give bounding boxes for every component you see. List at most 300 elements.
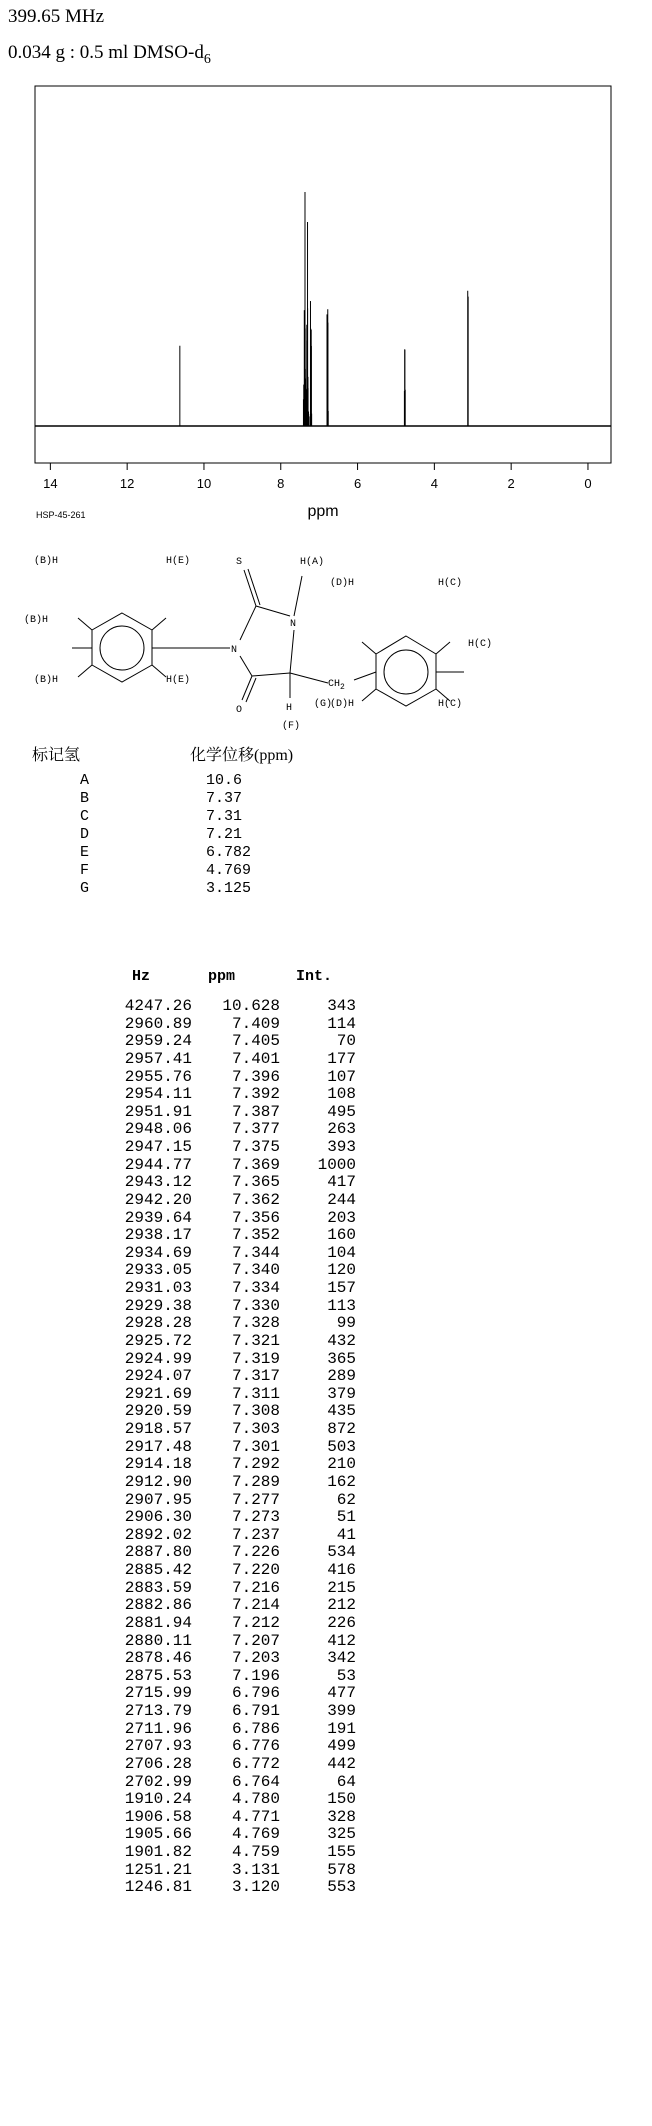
peak-hz: 4247.26: [124, 997, 192, 1015]
peak-row: [0, 1333, 652, 1351]
peak-ppm: 7.196: [231, 1666, 280, 1685]
peak-hz: 2892.02: [124, 1525, 192, 1544]
assignment-header: [32, 742, 632, 772]
bond-bh-top: [78, 618, 92, 630]
peak-int: 442: [327, 1754, 356, 1773]
peak-row: [0, 1544, 652, 1562]
label-bh-bot: (B)H: [34, 675, 59, 686]
peak-ppm: 7.330: [231, 1296, 280, 1315]
peak-row: [0, 1121, 652, 1139]
peak-row: [0, 1615, 652, 1633]
peak-ppm: 7.356: [231, 1208, 280, 1227]
peak-row: [0, 1421, 652, 1439]
peak-row: [0, 1774, 652, 1792]
assignment-shift: 7.21: [206, 826, 243, 843]
peak-hz: 2715.99: [124, 1684, 192, 1703]
peak-hz: 2928.28: [124, 1314, 192, 1333]
assignment-shift: 4.769: [206, 862, 252, 879]
assignment-label: G: [80, 880, 90, 897]
peak-hz: 2955.76: [124, 1067, 192, 1086]
peak-ppm: 7.317: [231, 1367, 280, 1386]
peak-hz: 2918.57: [124, 1420, 192, 1438]
assignment-label: A: [80, 772, 90, 789]
peak-row: [0, 1174, 652, 1192]
peak-int: 64: [336, 1772, 356, 1791]
peak-ppm: 7.377: [231, 1120, 280, 1139]
peak-int: 435: [327, 1402, 356, 1421]
peak-int: 1000: [317, 1155, 356, 1174]
peak-hz: 1901.82: [124, 1843, 192, 1861]
bond-n1-c5: [290, 630, 294, 673]
label-oxygen: O: [236, 705, 243, 716]
phenyl-ring-left: [72, 613, 230, 682]
peak-hz: 1246.81: [124, 1878, 192, 1897]
peak-header-ppm: ppm: [208, 968, 236, 985]
bond-c4-o-2: [246, 678, 256, 702]
peak-hz: 2924.07: [124, 1367, 192, 1386]
sample-conditions: [8, 42, 211, 68]
ring-right-hexagon: [376, 636, 436, 706]
label-sulfur: S: [236, 557, 243, 568]
peak-ppm: 3.131: [231, 1860, 280, 1879]
peak-ppm: 7.401: [231, 1049, 280, 1068]
peak-int: 477: [327, 1684, 356, 1703]
peak-ppm: 6.786: [231, 1719, 280, 1738]
assignment-label: B: [80, 790, 90, 807]
peak-int: 325: [327, 1825, 356, 1844]
label-hc-bot: H(C): [438, 699, 463, 710]
peak-hz: 2948.06: [124, 1120, 192, 1139]
label-g: (G): [314, 699, 333, 710]
plot-frame: [35, 86, 611, 463]
peak-hz: 2931.03: [124, 1279, 192, 1297]
label-hc-top: H(C): [438, 578, 463, 589]
peak-row: [0, 1879, 652, 1897]
peak-hz: 2711.96: [124, 1719, 192, 1738]
peak-ppm: 7.220: [231, 1561, 280, 1579]
assignment-row: [32, 808, 632, 826]
peak-int: 365: [327, 1349, 356, 1368]
assignment-shift: 10.6: [206, 772, 243, 789]
peak-row: [0, 1580, 652, 1598]
peak-hz: 2706.28: [124, 1754, 192, 1773]
peak-row: [0, 1139, 652, 1157]
peak-hz: 2887.80: [124, 1543, 192, 1562]
peak-hz: 2924.99: [124, 1349, 192, 1368]
peak-int: 393: [327, 1138, 356, 1156]
peak-ppm: 7.365: [231, 1173, 280, 1192]
x-axis-label: ppm: [307, 503, 339, 520]
bond-hc-top: [436, 642, 450, 654]
peak-row: [0, 1703, 652, 1721]
label-bh-mid: (B)H: [24, 615, 49, 626]
x-tick-label: 12: [119, 476, 135, 491]
peak-ppm: 7.289: [231, 1472, 280, 1491]
sample-subscript: 6: [203, 51, 211, 67]
peak-row: [0, 1245, 652, 1263]
peak-ppm: 7.392: [231, 1085, 280, 1104]
assignment-row: [32, 862, 632, 880]
assignment-label: F: [80, 862, 90, 879]
peak-int: 289: [327, 1367, 356, 1386]
peak-row: [0, 1298, 652, 1316]
peak-row: [0, 1315, 652, 1333]
peak-row: [0, 1756, 652, 1774]
assignment-label: D: [80, 826, 90, 843]
x-tick-label: 4: [430, 476, 438, 491]
peak-row: [0, 1633, 652, 1651]
peak-ppm: 4.771: [231, 1807, 280, 1826]
peak-int: 114: [327, 1014, 356, 1033]
peak-ppm: 4.759: [231, 1843, 280, 1861]
assignment-row: [32, 844, 632, 862]
peak-int: 244: [327, 1190, 356, 1209]
peak-int: 107: [327, 1067, 356, 1086]
label-n3: N: [231, 645, 238, 656]
peak-ppm: 7.405: [231, 1032, 280, 1051]
peak-row: [0, 1492, 652, 1510]
label-bh-top: (B)H: [34, 556, 59, 567]
peak-int: 263: [327, 1120, 356, 1139]
peak-ppm: 10.628: [222, 997, 280, 1015]
thiohydantoin-ring: [240, 569, 376, 702]
peak-int: 328: [327, 1807, 356, 1826]
assignment-label: C: [80, 808, 90, 825]
peak-row: [0, 1069, 652, 1087]
peak-hz: 2713.79: [124, 1702, 192, 1720]
label-he-top: H(E): [166, 556, 191, 567]
peak-int: 203: [327, 1208, 356, 1227]
label-ch: CH: [328, 679, 341, 690]
peak-table: [0, 968, 652, 1897]
peak-int: 191: [327, 1719, 356, 1738]
bond-n1-ha: [294, 576, 302, 616]
label-ha: H(A): [300, 557, 325, 568]
peak-hz: 1905.66: [124, 1825, 192, 1844]
peak-hz: 2947.15: [124, 1138, 192, 1156]
peak-table-rows: [0, 998, 652, 1897]
peak-int: 155: [327, 1843, 356, 1861]
peak-int: 53: [336, 1666, 356, 1685]
peak-ppm: 4.780: [231, 1790, 280, 1809]
peak-int: 210: [327, 1455, 356, 1474]
x-tick-label: 6: [353, 476, 362, 491]
peak-header-hz: Hz: [132, 968, 151, 985]
phenyl-ring-right: [362, 636, 464, 706]
peak-row: [0, 1844, 652, 1862]
peak-ppm: 7.237: [231, 1525, 280, 1544]
peak-table-header: [0, 968, 652, 998]
peak-row: [0, 1456, 652, 1474]
peak-row: [0, 1721, 652, 1739]
bond-c4-o-1: [242, 676, 252, 700]
peak-ppm: 7.362: [231, 1190, 280, 1209]
peak-int: 150: [327, 1790, 356, 1809]
peak-int: 499: [327, 1737, 356, 1756]
peak-row: [0, 1862, 652, 1880]
peak-row: [0, 1474, 652, 1492]
peak-int: 113: [327, 1296, 356, 1315]
peak-int: 417: [327, 1173, 356, 1192]
peak-hz: 2885.42: [124, 1561, 192, 1579]
peak-layer: [180, 192, 468, 426]
peak-ppm: 7.301: [231, 1437, 280, 1456]
label-ch2: [328, 679, 345, 692]
bond-dh-top: [362, 642, 376, 654]
peak-ppm: 3.120: [231, 1878, 280, 1897]
peak-row: [0, 998, 652, 1016]
peak-hz: 2880.11: [124, 1631, 192, 1650]
bond-bh-bot: [78, 665, 92, 677]
peak-ppm: 7.352: [231, 1226, 280, 1245]
bond-n3-c2: [240, 606, 256, 640]
peak-hz: 2959.24: [124, 1032, 192, 1051]
peak-ppm: 7.308: [231, 1402, 280, 1421]
peak-hz: 2933.05: [124, 1261, 192, 1280]
peak-hz: 2917.48: [124, 1437, 192, 1456]
peak-hz: 1251.21: [124, 1860, 192, 1879]
peak-int: 177: [327, 1049, 356, 1068]
assignment-row: [32, 826, 632, 844]
peak-int: 343: [327, 997, 356, 1015]
assignment-header-label: 标记氢: [32, 747, 81, 764]
peak-ppm: 7.303: [231, 1420, 280, 1438]
peak-int: 534: [327, 1543, 356, 1562]
peak-int: 399: [327, 1702, 356, 1720]
bond-he-bot: [152, 665, 166, 677]
x-tick-label: 8: [277, 476, 285, 491]
peak-ppm: 7.396: [231, 1067, 280, 1086]
peak-hz: 2925.72: [124, 1331, 192, 1350]
label-he-bot: H(E): [166, 675, 191, 686]
peak-header-int: Int.: [296, 968, 333, 985]
label-ch-subscript: 2: [340, 683, 345, 692]
peak-int: 51: [336, 1508, 356, 1527]
peak-ppm: 6.764: [231, 1772, 280, 1791]
x-tick-label: 10: [196, 476, 212, 491]
peak-ppm: 7.321: [231, 1331, 280, 1350]
peak-row: [0, 1439, 652, 1457]
peak-hz: 2702.99: [124, 1772, 192, 1791]
peak-hz: 2951.91: [124, 1102, 192, 1121]
peak-ppm: 7.387: [231, 1102, 280, 1121]
peak-row: [0, 1597, 652, 1615]
spectrometer-frequency: 399.65 MHz: [8, 6, 105, 27]
peak-ppm: 7.292: [231, 1455, 280, 1474]
peak-row: [0, 1104, 652, 1122]
peak-int: 62: [336, 1490, 356, 1509]
peak-row: [0, 1527, 652, 1545]
assignment-shift: 7.31: [206, 808, 243, 825]
peak-row: [0, 1033, 652, 1051]
peak-row: [0, 1051, 652, 1069]
peak-hz: 2707.93: [124, 1737, 192, 1756]
x-tick-label: 0: [584, 476, 592, 491]
peak-ppm: 7.273: [231, 1508, 280, 1527]
nmr-spectrum-chart: [0, 80, 652, 520]
assignment-shift: 6.782: [206, 844, 252, 861]
bond-c5-c4: [252, 673, 290, 676]
peak-hz: 2882.86: [124, 1596, 192, 1615]
peak-int: 226: [327, 1613, 356, 1632]
peak-int: 41: [336, 1525, 356, 1544]
peak-int: 503: [327, 1437, 356, 1456]
peak-hz: 2920.59: [124, 1402, 192, 1421]
peak-ppm: 7.216: [231, 1578, 280, 1597]
peak-int: 578: [327, 1860, 356, 1879]
peak-hz: 2960.89: [124, 1014, 192, 1033]
peak-hz: 2883.59: [124, 1578, 192, 1597]
peak-row: [0, 1650, 652, 1668]
peak-int: 70: [336, 1032, 356, 1051]
peak-int: 342: [327, 1649, 356, 1668]
label-hc-mid: H(C): [468, 639, 493, 650]
peak-ppm: 7.226: [231, 1543, 280, 1562]
ring-right-aromatic-circle: [384, 650, 428, 694]
peak-hz: 2943.12: [124, 1173, 192, 1192]
peak-row: [0, 1738, 652, 1756]
peak-ppm: 6.772: [231, 1754, 280, 1773]
assignment-row: [32, 772, 632, 790]
label-dh-top: (D)H: [330, 578, 355, 589]
peak-row: [0, 1685, 652, 1703]
peak-hz: 2914.18: [124, 1455, 192, 1474]
peak-int: 215: [327, 1578, 356, 1597]
ring-left-hexagon: [92, 613, 152, 682]
ring-left-aromatic-circle: [100, 626, 144, 670]
peak-hz: 2921.69: [124, 1384, 192, 1403]
peak-ppm: 6.796: [231, 1684, 280, 1703]
peak-int: 212: [327, 1596, 356, 1615]
peak-int: 432: [327, 1331, 356, 1350]
peak-hz: 2939.64: [124, 1208, 192, 1227]
assignment-label: E: [80, 844, 90, 861]
peak-row: [0, 1368, 652, 1386]
peak-int: 872: [327, 1420, 356, 1438]
label-dh-bot: (D)H: [330, 699, 355, 710]
peak-row: [0, 1262, 652, 1280]
peak-int: 157: [327, 1279, 356, 1297]
peak-int: 495: [327, 1102, 356, 1121]
peak-row: [0, 1826, 652, 1844]
peak-hz: 2878.46: [124, 1649, 192, 1668]
bond-dh-bot: [362, 689, 376, 701]
peak-ppm: 7.277: [231, 1490, 280, 1509]
label-f: (F): [282, 721, 301, 732]
peak-hz: 2875.53: [124, 1666, 192, 1685]
assignment-shift: 3.125: [206, 880, 252, 897]
peak-int: 99: [336, 1314, 356, 1333]
peak-int: 379: [327, 1384, 356, 1403]
peak-row: [0, 1509, 652, 1527]
peak-hz: 2906.30: [124, 1508, 192, 1527]
peak-ppm: 7.212: [231, 1613, 280, 1632]
peak-hz: 1906.58: [124, 1807, 192, 1826]
peak-hz: 2929.38: [124, 1296, 192, 1315]
peak-row: [0, 1668, 652, 1686]
peak-hz: 2938.17: [124, 1226, 192, 1245]
peak-row: [0, 1016, 652, 1034]
peak-ppm: 7.207: [231, 1631, 280, 1650]
assignment-rows: [32, 772, 632, 898]
peak-int: 553: [327, 1878, 356, 1897]
bond-c4-n3: [240, 656, 252, 676]
assignment-header-shift: 化学位移(ppm): [190, 747, 294, 764]
peak-ppm: 7.214: [231, 1596, 280, 1615]
peak-ppm: 7.369: [231, 1155, 280, 1174]
peak-row: [0, 1192, 652, 1210]
peak-row: [0, 1227, 652, 1245]
x-tick-label: 14: [43, 476, 58, 491]
assignment-table: [32, 742, 632, 898]
peak-row: [0, 1086, 652, 1104]
peak-row: [0, 1386, 652, 1404]
peak-row: [0, 1562, 652, 1580]
assignment-row: [32, 880, 632, 898]
bond-ch2-ring: [354, 672, 376, 680]
peak-hz: 2907.95: [124, 1490, 192, 1509]
peak-ppm: 7.334: [231, 1279, 280, 1297]
peak-row: [0, 1403, 652, 1421]
x-tick-label: 2: [507, 476, 515, 491]
molecule-structure: [24, 548, 628, 738]
peak-hz: 2912.90: [124, 1472, 192, 1491]
peak-int: 104: [327, 1243, 356, 1262]
peak-ppm: 6.776: [231, 1737, 280, 1756]
bond-he-top: [152, 618, 166, 630]
peak-int: 416: [327, 1561, 356, 1579]
peak-ppm: 7.311: [231, 1384, 280, 1403]
peak-hz: 2934.69: [124, 1243, 192, 1262]
bond-c5-ch2: [290, 673, 328, 683]
peak-row: [0, 1351, 652, 1369]
peak-ppm: 7.409: [231, 1014, 280, 1033]
peak-ppm: 7.319: [231, 1349, 280, 1368]
label-n1: N: [290, 619, 297, 630]
peak-hz: 2954.11: [124, 1085, 192, 1104]
sample-text: 0.034 g : 0.5 ml DMSO-d: [8, 42, 204, 63]
peak-hz: 2881.94: [124, 1613, 192, 1632]
peak-row: [0, 1809, 652, 1827]
peak-int: 162: [327, 1472, 356, 1491]
peak-row: [0, 1157, 652, 1175]
bond-c2-n1: [256, 606, 290, 616]
assignment-shift: 7.37: [206, 790, 243, 807]
peak-ppm: 7.375: [231, 1138, 280, 1156]
peak-ppm: 4.769: [231, 1825, 280, 1844]
peak-hz: 2942.20: [124, 1190, 192, 1209]
assignment-row: [32, 790, 632, 808]
peak-int: 120: [327, 1261, 356, 1280]
x-axis-ticks: [43, 463, 591, 491]
peak-hz: 2944.77: [124, 1155, 192, 1174]
peak-ppm: 6.791: [231, 1702, 280, 1720]
peak-row: [0, 1791, 652, 1809]
peak-hz: 1910.24: [124, 1790, 192, 1809]
peak-hz: 2957.41: [124, 1049, 192, 1068]
peak-row: [0, 1280, 652, 1298]
peak-int: 412: [327, 1631, 356, 1650]
peak-int: 160: [327, 1226, 356, 1245]
peak-int: 108: [327, 1085, 356, 1104]
peak-ppm: 7.328: [231, 1314, 280, 1333]
peak-ppm: 7.203: [231, 1649, 280, 1668]
label-h: H: [286, 703, 293, 714]
peak-row: [0, 1210, 652, 1228]
spectrum-id: HSP-45-261: [36, 510, 86, 520]
peak-ppm: 7.340: [231, 1261, 280, 1280]
peak-ppm: 7.344: [231, 1243, 280, 1262]
